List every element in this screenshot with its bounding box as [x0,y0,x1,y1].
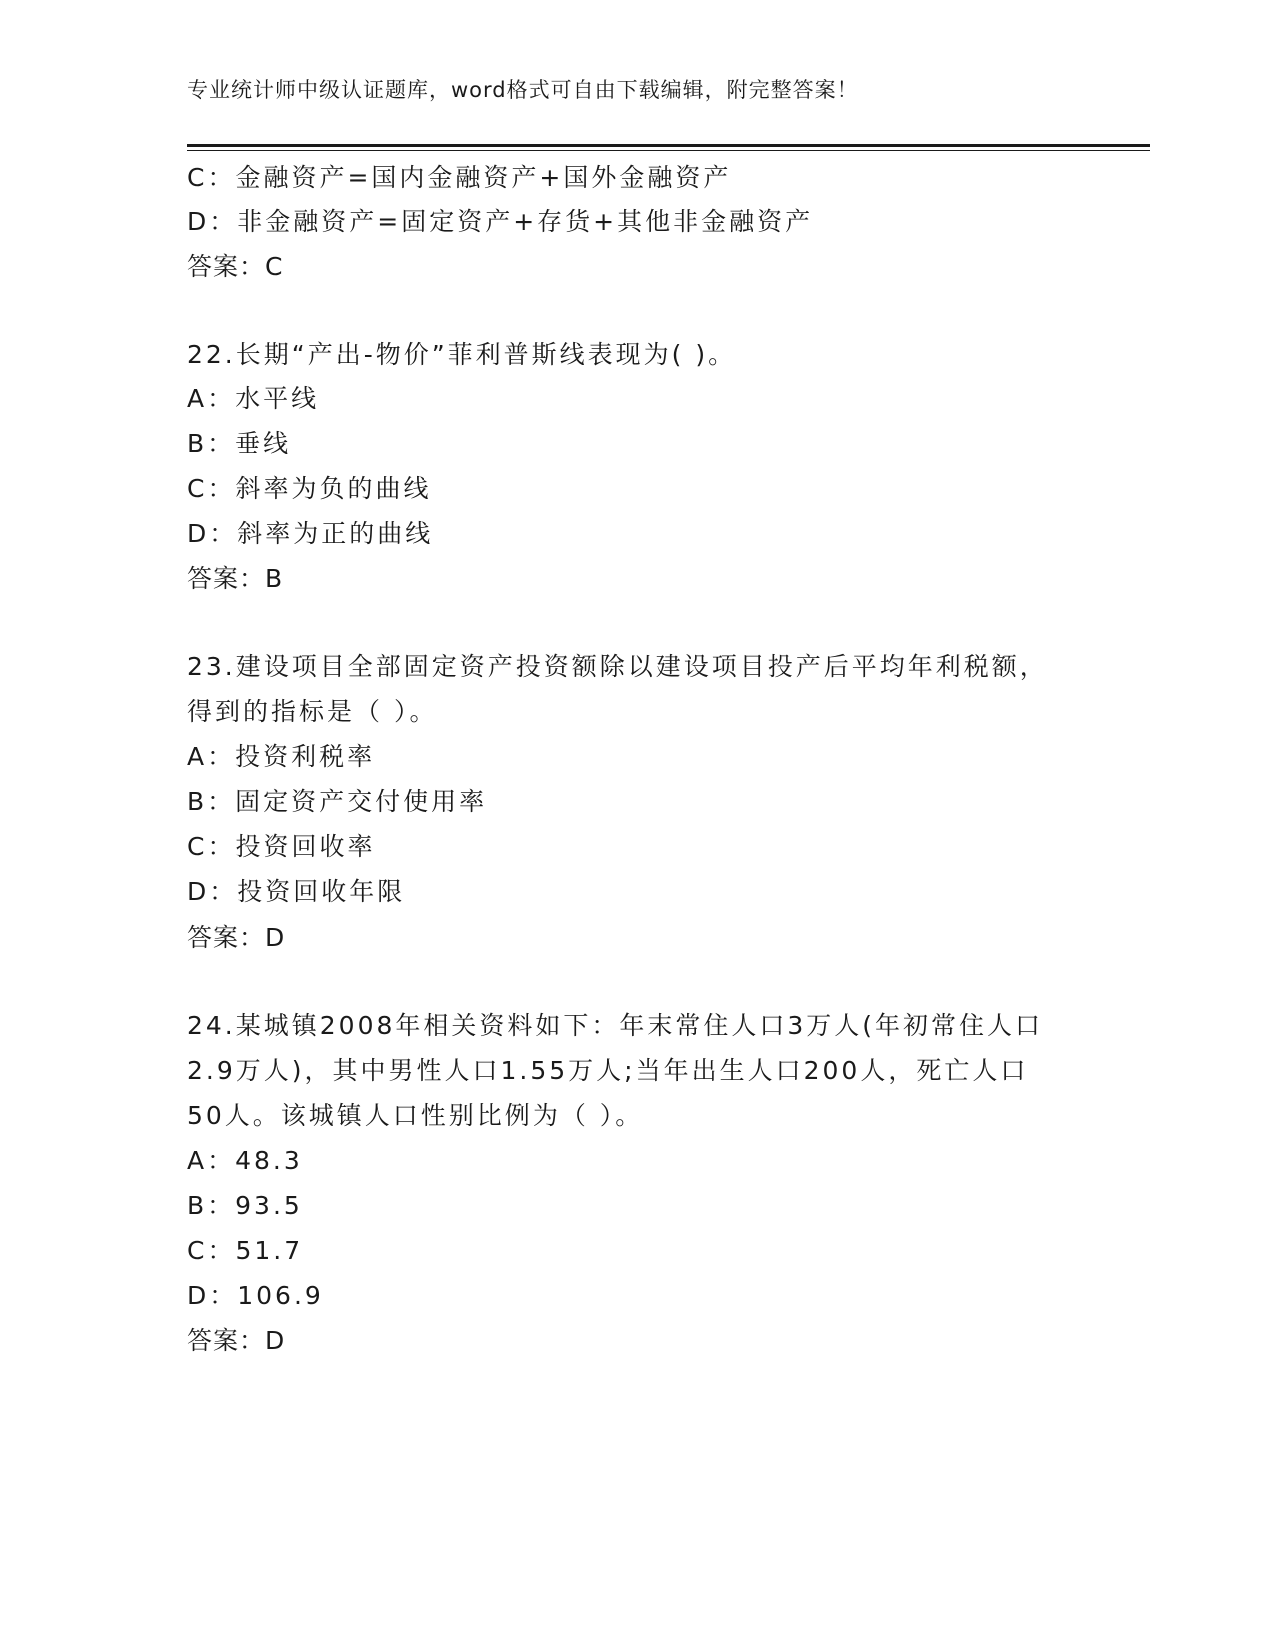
option-d: D：投资回收年限 [187,877,406,906]
question-stem-line-1: 23.建设项目全部固定资产投资额除以建设项目投产后平均年利税额， [187,652,1048,681]
header-divider-thin [187,150,1150,151]
question-stem-line-3: 50人。该城镇人口性别比例为（ ）。 [187,1101,644,1130]
question-stem-line-1: 24.某城镇2008年相关资料如下：年末常住人口3万人(年初常住人口 [187,1011,1044,1040]
answer: 答案：C [187,252,284,281]
option-c: C：金融资产=国内金融资产+国外金融资产 [187,163,732,192]
option-c: C：斜率为负的曲线 [187,474,432,503]
header-divider-thick [187,144,1150,147]
answer: 答案：D [187,923,286,952]
question-stem-line-2: 2.9万人)，其中男性人口1.55万人;当年出生人口200人，死亡人口 [187,1056,1029,1085]
option-a: A：投资利税率 [187,742,376,771]
option-d: D：106.9 [187,1281,324,1310]
question-stem-line-2: 得到的指标是（ ）。 [187,697,438,726]
option-c: C：投资回收率 [187,832,376,861]
option-a: A：48.3 [187,1146,303,1175]
answer: 答案：D [187,1326,286,1355]
option-d: D：斜率为正的曲线 [187,519,434,548]
option-c: C：51.7 [187,1236,304,1265]
answer: 答案：B [187,564,284,593]
option-b: B：垂线 [187,429,292,458]
option-d: D：非金融资产=固定资产+存货+其他非金融资产 [187,207,814,236]
option-a: A：水平线 [187,384,320,413]
option-b: B：固定资产交付使用率 [187,787,488,816]
option-b: B：93.5 [187,1191,303,1220]
header-text: 专业统计师中级认证题库，word格式可自由下载编辑，附完整答案！ [187,78,859,102]
question-stem: 22.长期“产出-物价”菲利普斯线表现为( )。 [187,340,737,369]
